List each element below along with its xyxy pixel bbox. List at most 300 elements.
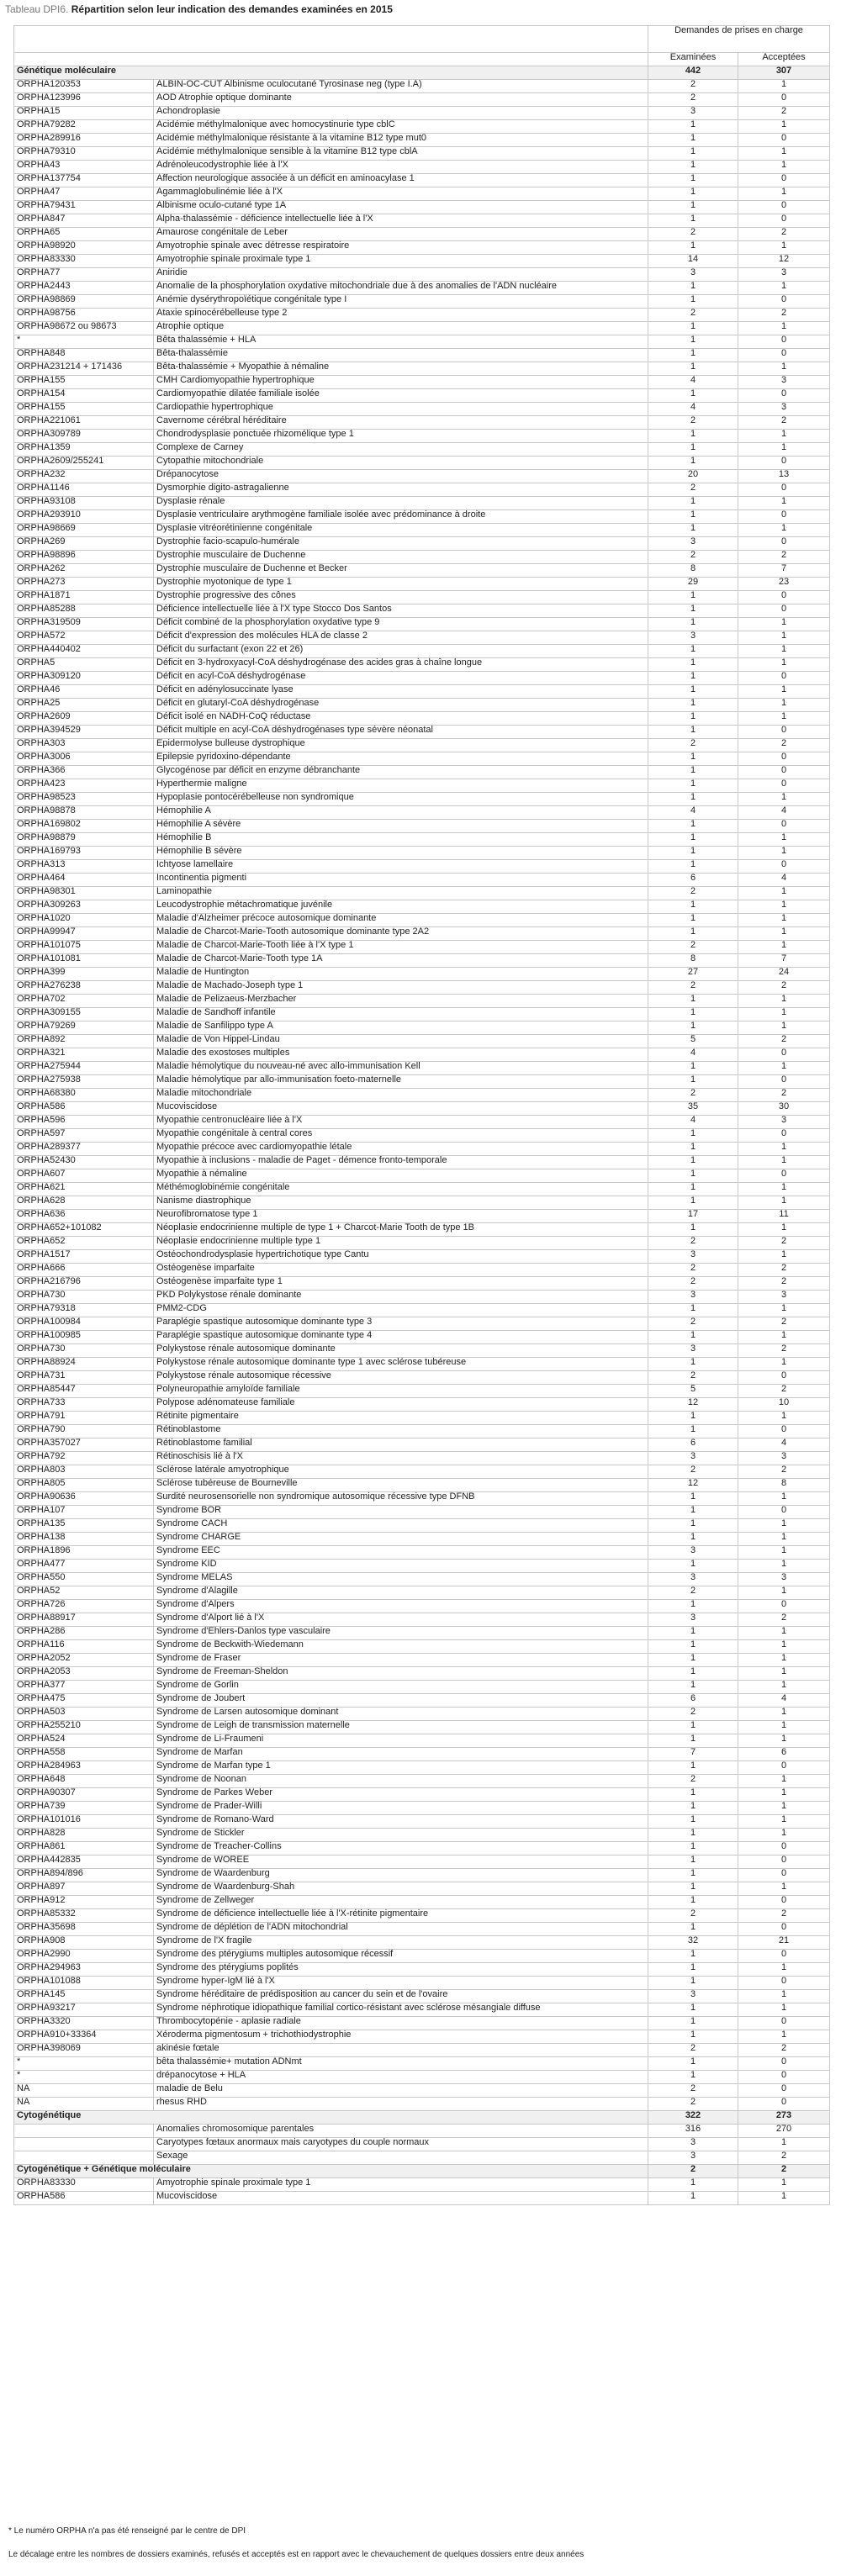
table-row [14, 712, 830, 726]
indication-cell: Bêta-thalassémie + Myopathie à némaline [154, 362, 648, 376]
table-row [14, 672, 830, 685]
indication-cell: Dysmorphie digito-astragalienne [154, 483, 648, 497]
table-row [14, 1465, 830, 1479]
accepted-cell: 2 [738, 1344, 830, 1358]
indication-cell: Syndrome BOR [154, 1506, 648, 1519]
accepted-cell: 0 [738, 1600, 830, 1613]
orpha-code-cell: ORPHA79269 [14, 1021, 154, 1035]
examined-cell: 1 [648, 712, 738, 726]
orpha-code-cell: ORPHA5 [14, 658, 154, 672]
table-row [14, 1385, 830, 1398]
orpha-code-cell: ORPHA828 [14, 1829, 154, 1842]
accepted-cell: 1 [738, 1990, 830, 2003]
header-blank-cell-2 [14, 53, 648, 66]
orpha-code-cell: ORPHA321 [14, 1048, 154, 1062]
table-row [14, 631, 830, 645]
orpha-code-cell: ORPHA2052 [14, 1654, 154, 1667]
table-row [14, 1654, 830, 1667]
orpha-code-cell: ORPHA232 [14, 470, 154, 483]
accepted-cell: 1 [738, 147, 830, 161]
orpha-code-cell: ORPHA138 [14, 1533, 154, 1546]
examined-cell: 316 [648, 2125, 738, 2138]
table-row [14, 1667, 830, 1681]
table-row [14, 1425, 830, 1438]
examined-cell: 6 [648, 1438, 738, 1452]
examined-cell: 1 [648, 2071, 738, 2084]
table-row [14, 537, 830, 551]
accepted-cell: 0 [738, 134, 830, 147]
table-row [14, 1775, 830, 1788]
orpha-code-cell: ORPHA77 [14, 268, 154, 282]
examined-cell: 1 [648, 1788, 738, 1802]
table-row [14, 1452, 830, 1465]
orpha-code-cell: ORPHA2443 [14, 282, 154, 295]
accepted-cell: 4 [738, 874, 830, 887]
orpha-code-cell: ORPHA303 [14, 739, 154, 752]
indication-cell: Déficit en adénylosuccinate lyase [154, 685, 648, 699]
indication-cell: Ostéogenèse imparfaite type 1 [154, 1277, 648, 1291]
orpha-code-cell: ORPHA284963 [14, 1761, 154, 1775]
indication-cell: Amaurose congénitale de Leber [154, 228, 648, 241]
orpha-code-cell: ORPHA88924 [14, 1358, 154, 1371]
table-row [14, 699, 830, 712]
accepted-cell: 0 [738, 389, 830, 403]
accepted-cell: 0 [738, 820, 830, 833]
examined-cell: 1 [648, 1600, 738, 1613]
orpha-code-cell: ORPHA503 [14, 1708, 154, 1721]
table-row [14, 887, 830, 900]
indication-cell: Dysplasie ventriculaire arythmogène familiale isolée avec prédominance à droite [154, 510, 648, 524]
examined-cell: 8 [648, 954, 738, 968]
indication-cell: Syndrome d'Alagille [154, 1586, 648, 1600]
examined-cell: 2 [648, 1909, 738, 1923]
orpha-code-cell: ORPHA98879 [14, 833, 154, 847]
examined-cell: 1 [648, 1075, 738, 1089]
orpha-code-cell: ORPHA79310 [14, 147, 154, 161]
orpha-code-cell: ORPHA90307 [14, 1788, 154, 1802]
accepted-cell: 23 [738, 578, 830, 591]
indication-cell: Polykystose rénale autosomique dominante type 1 avec sclérose tubéreuse [154, 1358, 648, 1371]
accepted-cell: 1 [738, 187, 830, 201]
accepted-cell: 4 [738, 1694, 830, 1708]
indication-cell: Bêta-thalassémie [154, 349, 648, 362]
orpha-code-cell: ORPHA666 [14, 1264, 154, 1277]
accepted-cell: 270 [738, 2125, 830, 2138]
orpha-code-cell: ORPHA155 [14, 403, 154, 416]
orpha-code-cell: ORPHA88917 [14, 1613, 154, 1627]
indication-cell: Rétinoschisis lié à l'X [154, 1452, 648, 1465]
orpha-code-cell: ORPHA276238 [14, 981, 154, 995]
examined-cell: 1 [648, 1654, 738, 1667]
orpha-code-cell: ORPHA25 [14, 699, 154, 712]
indication-cell: Syndrome de Freeman-Sheldon [154, 1667, 648, 1681]
indication-cell: Cytopathie mitochondriale [154, 457, 648, 470]
examined-cell: 1 [648, 510, 738, 524]
accepted-cell: 1 [738, 1533, 830, 1546]
accepted-cell: 1 [738, 120, 830, 134]
table-row [14, 349, 830, 362]
accepted-cell: 3 [738, 1291, 830, 1304]
indication-cell: Cavernome cérébral héréditaire [154, 416, 648, 430]
accepted-cell: 1 [738, 1156, 830, 1169]
indication-cell: Drépanocytose [154, 470, 648, 483]
orpha-code-cell: ORPHA98669 [14, 524, 154, 537]
orpha-code-cell: ORPHA861 [14, 1842, 154, 1855]
indication-cell: Incontinentia pigmenti [154, 874, 648, 887]
indication-cell: Dystrophie musculaire de Duchenne et Becker [154, 564, 648, 578]
section-examined-total: 2 [648, 2165, 738, 2178]
accepted-cell: 1 [738, 685, 830, 699]
table-row [14, 1627, 830, 1640]
orpha-code-cell: ORPHA85288 [14, 604, 154, 618]
accepted-cell: 4 [738, 1438, 830, 1452]
accepted-cell: 0 [738, 2057, 830, 2071]
orpha-code-cell: ORPHA726 [14, 1600, 154, 1613]
indication-cell: Nanisme diastrophique [154, 1196, 648, 1210]
indication-cell: Rétinoblastome [154, 1425, 648, 1438]
orpha-code-cell: ORPHA464 [14, 874, 154, 887]
indication-cell: Déficit combiné de la phosphorylation oxydative type 9 [154, 618, 648, 631]
examined-cell: 1 [648, 147, 738, 161]
indication-cell: Myopathie à némaline [154, 1169, 648, 1183]
indication-cell: Amyotrophie spinale proximale type 1 [154, 2178, 648, 2192]
table-row [14, 1331, 830, 1344]
table-row [14, 793, 830, 806]
orpha-code-cell: ORPHA98878 [14, 806, 154, 820]
examined-cell: 29 [648, 578, 738, 591]
examined-cell: 2 [648, 1775, 738, 1788]
table-row [14, 1977, 830, 1990]
orpha-code-cell: ORPHA423 [14, 779, 154, 793]
examined-cell: 2 [648, 483, 738, 497]
accepted-cell: 1 [738, 914, 830, 927]
accepted-cell: 1 [738, 941, 830, 954]
orpha-code-cell: ORPHA524 [14, 1734, 154, 1748]
indication-cell: Ichtyose lamellaire [154, 860, 648, 874]
accepted-cell: 2 [738, 1465, 830, 1479]
orpha-code-cell: ORPHA98301 [14, 887, 154, 900]
accepted-cell: 21 [738, 1936, 830, 1950]
examined-cell: 1 [648, 443, 738, 457]
accepted-cell: 3 [738, 1116, 830, 1129]
indication-cell: AOD Atrophie optique dominante [154, 93, 648, 107]
examined-cell: 1 [648, 1183, 738, 1196]
accepted-cell: 1 [738, 1358, 830, 1371]
orpha-code-cell: ORPHA101016 [14, 1815, 154, 1829]
orpha-code-cell: ORPHA791 [14, 1412, 154, 1425]
orpha-code-cell: ORPHA399 [14, 968, 154, 981]
section-examined-total: 322 [648, 2111, 738, 2125]
table-row [14, 1640, 830, 1654]
examined-cell: 5 [648, 1035, 738, 1048]
accepted-cell: 1 [738, 927, 830, 941]
examined-cell: 1 [648, 1021, 738, 1035]
indication-cell: Albinisme oculo-cutané type 1A [154, 201, 648, 214]
examined-cell: 1 [648, 457, 738, 470]
orpha-code-cell: ORPHA231214 + 171436 [14, 362, 154, 376]
examined-cell: 1 [648, 187, 738, 201]
orpha-code-cell: ORPHA572 [14, 631, 154, 645]
indication-cell: Maladie de Sanfilippo type A [154, 1021, 648, 1035]
table-row [14, 2125, 830, 2138]
footnote-orpha: * Le numéro ORPHA n'a pas été renseigné par le centre de DPI [8, 2526, 246, 2536]
table-row [14, 1250, 830, 1264]
indication-cell: Syndrome de Gorlin [154, 1681, 648, 1694]
indication-cell: Dystrophie musculaire de Duchenne [154, 551, 648, 564]
indication-cell: Maladie de Charcot-Marie-Tooth autosomique dominante type 2A2 [154, 927, 648, 941]
section-accepted-total: 307 [738, 66, 830, 80]
indication-cell: Syndrome de Waardenburg [154, 1869, 648, 1882]
orpha-code-cell: ORPHA652 [14, 1237, 154, 1250]
table-row [14, 591, 830, 604]
accepted-cell: 1 [738, 1304, 830, 1317]
orpha-code-cell: ORPHA550 [14, 1573, 154, 1586]
table-row [14, 954, 830, 968]
orpha-code-cell: ORPHA47 [14, 187, 154, 201]
table-row [14, 833, 830, 847]
accepted-cell: 0 [738, 335, 830, 349]
examined-cell: 1 [648, 752, 738, 766]
header-examined: Examinées [648, 53, 738, 66]
orpha-code-cell: ORPHA805 [14, 1479, 154, 1492]
indication-cell: Sexage [154, 2151, 648, 2165]
examined-cell: 1 [648, 1412, 738, 1425]
orpha-code-cell: ORPHA85447 [14, 1385, 154, 1398]
accepted-cell: 1 [738, 712, 830, 726]
orpha-code-cell: ORPHA98672 ou 98673 [14, 322, 154, 335]
orpha-code-cell: ORPHA730 [14, 1344, 154, 1358]
orpha-code-cell: ORPHA46 [14, 685, 154, 699]
indication-cell: Syndrome de Noonan [154, 1775, 648, 1788]
indication-cell: Hémophilie B sévère [154, 847, 648, 860]
indication-cell: Syndrome de Zellweger [154, 1896, 648, 1909]
orpha-code-cell: ORPHA79431 [14, 201, 154, 214]
orpha-code-cell: ORPHA440402 [14, 645, 154, 658]
table-row [14, 1102, 830, 1116]
table-row [14, 241, 830, 255]
indication-cell: CMH Cardiomyopathie hypertrophique [154, 376, 648, 389]
examined-cell: 1 [648, 833, 738, 847]
indication-cell: Laminopathie [154, 887, 648, 900]
accepted-cell: 2 [738, 1237, 830, 1250]
indication-cell: Dystrophie facio-scapulo-humérale [154, 537, 648, 551]
accepted-cell: 0 [738, 752, 830, 766]
accepted-cell: 0 [738, 1371, 830, 1385]
accepted-cell: 0 [738, 93, 830, 107]
indication-cell: Méthémoglobinémie congénitale [154, 1183, 648, 1196]
orpha-code-cell: ORPHA100984 [14, 1317, 154, 1331]
examined-cell: 2 [648, 887, 738, 900]
examined-cell: 2 [648, 416, 738, 430]
orpha-code-cell: ORPHA107 [14, 1506, 154, 1519]
orpha-code-cell: ORPHA702 [14, 995, 154, 1008]
orpha-code-cell: ORPHA730 [14, 1291, 154, 1304]
accepted-cell: 1 [738, 1021, 830, 1035]
orpha-code-cell: ORPHA169793 [14, 847, 154, 860]
examined-cell: 1 [648, 497, 738, 510]
orpha-code-cell: ORPHA275938 [14, 1075, 154, 1089]
examined-cell: 3 [648, 631, 738, 645]
indication-cell: Polypose adénomateuse familiale [154, 1398, 648, 1412]
accepted-cell: 1 [738, 443, 830, 457]
examined-cell: 3 [648, 1613, 738, 1627]
examined-cell: 1 [648, 134, 738, 147]
orpha-code-cell: ORPHA628 [14, 1196, 154, 1210]
requests-table [13, 25, 830, 2205]
examined-cell: 1 [648, 820, 738, 833]
table-row [14, 1788, 830, 1802]
orpha-code-cell: ORPHA1020 [14, 914, 154, 927]
indication-cell: Aniridie [154, 268, 648, 282]
orpha-code-cell: ORPHA221061 [14, 416, 154, 430]
accepted-cell: 0 [738, 1950, 830, 1963]
orpha-code-cell: ORPHA2609 [14, 712, 154, 726]
examined-cell: 1 [648, 658, 738, 672]
accepted-cell: 2 [738, 1277, 830, 1291]
table-row [14, 282, 830, 295]
accepted-cell: 1 [738, 1250, 830, 1264]
examined-cell: 1 [648, 201, 738, 214]
orpha-code-cell: ORPHA847 [14, 214, 154, 228]
accepted-cell: 2 [738, 1613, 830, 1627]
table-row [14, 107, 830, 120]
table-row [14, 1223, 830, 1237]
indication-cell: Syndrome héréditaire de prédisposition au cancer du sein et de l'ovaire [154, 1990, 648, 2003]
examined-cell: 1 [648, 1304, 738, 1317]
accepted-cell: 0 [738, 1761, 830, 1775]
table-row [14, 1291, 830, 1304]
examined-cell: 1 [648, 1667, 738, 1681]
orpha-code-cell: ORPHA731 [14, 1371, 154, 1385]
table-row [14, 995, 830, 1008]
table-row [14, 214, 830, 228]
table-row [14, 1600, 830, 1613]
examined-cell: 1 [648, 1950, 738, 1963]
orpha-code-cell: ORPHA3006 [14, 752, 154, 766]
orpha-code-cell: ORPHA289377 [14, 1143, 154, 1156]
indication-cell: Anémie dysérythropoïétique congénitale type I [154, 295, 648, 309]
table-row [14, 1304, 830, 1317]
table-row [14, 1116, 830, 1129]
table-row [14, 443, 830, 457]
table-row [14, 1129, 830, 1143]
table-row [14, 1573, 830, 1586]
examined-cell: 2 [648, 228, 738, 241]
indication-cell: Hémophilie A [154, 806, 648, 820]
indication-cell: Maladie de Pelizaeus-Merzbacher [154, 995, 648, 1008]
accepted-cell: 2 [738, 1089, 830, 1102]
table-row [14, 1802, 830, 1815]
table-row [14, 2003, 830, 2017]
indication-cell: Maladie de Charcot-Marie-Tooth type 1A [154, 954, 648, 968]
accepted-cell: 11 [738, 1210, 830, 1223]
table-row [14, 1344, 830, 1358]
examined-cell: 14 [648, 255, 738, 268]
table-row [14, 1882, 830, 1896]
examined-cell: 3 [648, 537, 738, 551]
accepted-cell: 0 [738, 510, 830, 524]
accepted-cell: 1 [738, 430, 830, 443]
accepted-cell: 1 [738, 1681, 830, 1694]
indication-cell: ALBIN-OC-CUT Albinisme oculocutané Tyrosinase neg (type I.A) [154, 80, 648, 93]
indication-cell: Rétinite pigmentaire [154, 1412, 648, 1425]
indication-cell: Syndrome de Marfan [154, 1748, 648, 1761]
header-group-cell: Demandes de prises en charge [648, 26, 830, 53]
examined-cell: 3 [648, 1291, 738, 1304]
indication-cell: Sclérose latérale amyotrophique [154, 1465, 648, 1479]
section-header-row [14, 2165, 830, 2178]
accepted-cell: 1 [738, 1654, 830, 1667]
orpha-code-cell: ORPHA99947 [14, 927, 154, 941]
orpha-code-cell: ORPHA43 [14, 161, 154, 174]
table-row [14, 739, 830, 752]
header-accepted: Acceptées [738, 53, 830, 66]
accepted-cell: 0 [738, 2084, 830, 2098]
accepted-cell: 7 [738, 954, 830, 968]
table-row [14, 1896, 830, 1909]
table-row [14, 322, 830, 335]
accepted-cell: 0 [738, 1923, 830, 1936]
section-accepted-total: 2 [738, 2165, 830, 2178]
examined-cell: 2 [648, 1237, 738, 1250]
header-blank-cell [14, 26, 648, 53]
examined-cell: 5 [648, 1385, 738, 1398]
examined-cell: 2 [648, 93, 738, 107]
examined-cell: 1 [648, 1143, 738, 1156]
indication-cell: Alpha-thalassémie - déficience intellectuelle liée à l'X [154, 214, 648, 228]
accepted-cell: 1 [738, 1815, 830, 1829]
accepted-cell: 1 [738, 1721, 830, 1734]
accepted-cell: 2 [738, 107, 830, 120]
accepted-cell: 1 [738, 2138, 830, 2151]
examined-cell: 1 [648, 766, 738, 779]
table-row [14, 2138, 830, 2151]
table-row [14, 255, 830, 268]
examined-cell: 1 [648, 2192, 738, 2205]
indication-cell: Sclérose tubéreuse de Bourneville [154, 1479, 648, 1492]
indication-cell: Maladie hémolytique par allo-immunisation foeto-maternelle [154, 1075, 648, 1089]
table-row [14, 268, 830, 282]
table-row [14, 1586, 830, 1600]
examined-cell: 2 [648, 1089, 738, 1102]
indication-cell: Acidémie méthylmalonique résistante à la vitamine B12 type mut0 [154, 134, 648, 147]
examined-cell: 1 [648, 295, 738, 309]
indication-cell: Bêta thalassémie + HLA [154, 335, 648, 349]
indication-cell: Acidémie méthylmalonique avec homocystinurie type cblC [154, 120, 648, 134]
table-row [14, 618, 830, 631]
indication-cell: Mucoviscidose [154, 2192, 648, 2205]
orpha-code-cell: ORPHA116 [14, 1640, 154, 1654]
table-row [14, 1196, 830, 1210]
orpha-code-cell: ORPHA3320 [14, 2017, 154, 2030]
table-row [14, 752, 830, 766]
indication-cell: Dystrophie progressive des cônes [154, 591, 648, 604]
orpha-code-cell: ORPHA357027 [14, 1438, 154, 1452]
accepted-cell: 0 [738, 295, 830, 309]
table-row [14, 1371, 830, 1385]
orpha-code-cell: ORPHA475 [14, 1694, 154, 1708]
indication-cell: akinésie fœtale [154, 2044, 648, 2057]
orpha-code-cell: ORPHA15 [14, 107, 154, 120]
indication-cell: Hyperthermie maligne [154, 779, 648, 793]
table-row [14, 1035, 830, 1048]
accepted-cell: 0 [738, 1425, 830, 1438]
accepted-cell: 2 [738, 1317, 830, 1331]
orpha-code-cell: * [14, 2071, 154, 2084]
accepted-cell: 4 [738, 806, 830, 820]
accepted-cell: 1 [738, 1492, 830, 1506]
examined-cell: 1 [648, 900, 738, 914]
